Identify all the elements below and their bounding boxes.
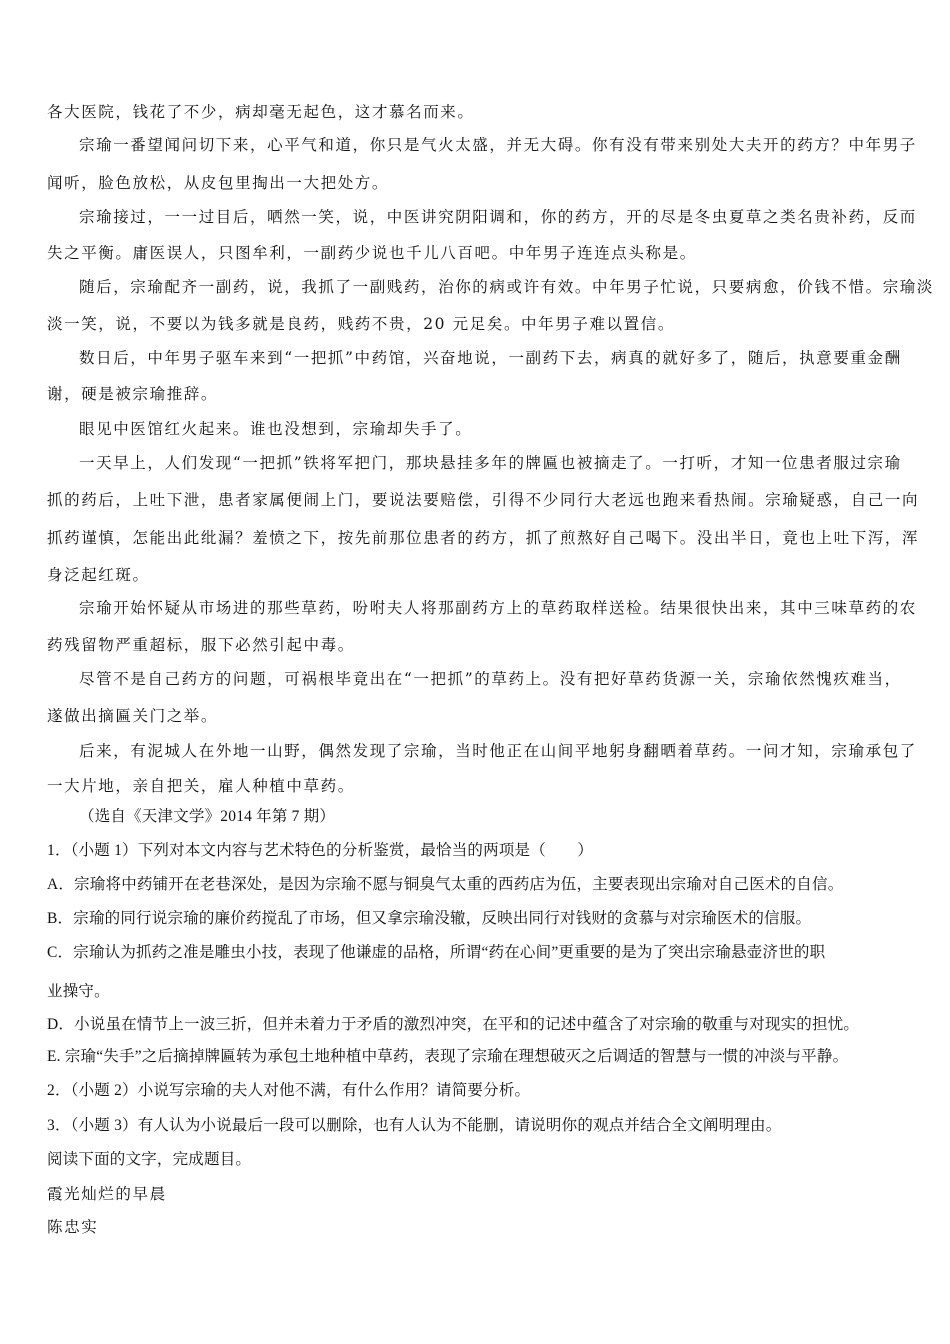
option-c-continued: 业操守。 — [47, 983, 110, 1000]
option-e: E. 宗瑜“失手”之后摘掉牌匾转为承包土地种植中草药，表现了宗瑜在理想破灭之后调适的智慧与一惯的冲淡与平静。 — [47, 1048, 849, 1065]
story-paragraph-line: 尽管不是自己药方的问题，可祸根毕竟出在“一把抓”的草药上。没有把好草药货源一关，宗瑜依然愧疚难当， — [79, 670, 902, 688]
source-citation: （选自《天津文学》2014 年第 7 期） — [79, 808, 336, 825]
story-paragraph-line: 后来，有泥城人在外地一山野，偶然发现了宗瑜，当时他正在山间平地躬身翻晒着草药。一问才知，宗瑜承包了 — [79, 742, 917, 760]
story-paragraph-line: 各大医院，钱花了不少，病却毫无起色，这才慕名而来。 — [47, 103, 475, 121]
article-title: 霞光灿烂的早晨 — [47, 1185, 167, 1203]
story-paragraph-line: 药残留物严重超标，服下必然引起中毒。 — [47, 636, 355, 654]
story-paragraph-line: 随后，宗瑜配齐一副药，说，我抓了一副贱药，治你的病或许有效。中年男子忙说，只要病愈，价钱不惜。宗瑜淡 — [79, 278, 935, 296]
question-1: 1．（小题 1）下列对本文内容与艺术特色的分析鉴赏，最恰当的两项是（ ） — [47, 842, 594, 859]
story-paragraph-line: 身泛起红斑。 — [47, 566, 150, 584]
story-paragraph-line: 闻听，脸色放松，从皮包里掏出一大把处方。 — [47, 174, 390, 192]
story-paragraph-line: 宗瑜一番望闻问切下来，心平气和道，你只是气火太盛，并无大碍。你有没有带来别处大夫开的药方？中年男子 — [79, 136, 917, 154]
story-paragraph-line: 数日后，中年男子驱车来到“一把抓”中药馆，兴奋地说，一副药下去，病真的就好多了，随后，执意要重金酬 — [79, 349, 902, 367]
story-paragraph-line: 抓的药后，上吐下泄，患者家属便闹上门，要说法要赔偿，引得不少同行大老远也跑来看热闹。宗瑜疑惑，自己一向 — [47, 491, 920, 509]
story-paragraph-line: 淡一笑，说，不要以为钱多就是良药，贱药不贵，20 元足矣。中年男子难以置信。 — [47, 315, 675, 333]
story-paragraph-line: 一大片地，亲自把关，雇人种植中草药。 — [47, 777, 355, 795]
question-3: 3．（小题 3）有人认为小说最后一段可以删除，也有人认为不能删，请说明你的观点并结合全文阐明理由。 — [47, 1117, 782, 1134]
story-paragraph-line: 一天早上，人们发现“一把抓”铁将军把门，那块悬挂多年的牌匾也被摘走了。一打听，才知一位患者服过宗瑜 — [79, 454, 902, 472]
option-b: B．宗瑜的同行说宗瑜的廉价药搅乱了市场，但又拿宗瑜没辙，反映出同行对钱财的贪慕与对宗瑜医术的信服。 — [47, 910, 812, 927]
story-paragraph-line: 谢，硬是被宗瑜推辞。 — [47, 385, 219, 403]
story-paragraph-line: 抓药谨慎，怎能出此纰漏？羞愤之下，按先前那位患者的药方，抓了煎熬好自己喝下。没出半日，竟也上吐下泻，浑 — [47, 529, 920, 547]
option-c: C．宗瑜认为抓药之准是雕虫小技，表现了他谦虚的品格，所谓“药在心间”更重要的是为了突出宗瑜悬壶济世的职 — [47, 944, 826, 961]
story-paragraph-line: 宗瑜开始怀疑从市场进的那些草药，吩咐夫人将那副药方上的草药取样送检。结果很快出来，其中三味草药的农 — [79, 599, 917, 617]
reading-instruction: 阅读下面的文字，完成题目。 — [47, 1151, 252, 1168]
option-d: D．小说虽在情节上一波三折，但并未着力于矛盾的激烈冲突，在平和的记述中蕴含了对宗瑜的敬重与对现实的担忧。 — [47, 1016, 860, 1033]
story-paragraph-line: 遂做出摘匾关门之举。 — [47, 707, 219, 725]
option-a: A．宗瑜将中药铺开在老巷深处，是因为宗瑜不愿与铜臭气太重的西药店为伍，主要表现出宗瑜对自己医术的自信。 — [47, 876, 844, 893]
story-paragraph-line: 眼见中医馆红火起来。谁也没想到，宗瑜却失手了。 — [79, 420, 473, 438]
story-paragraph-line: 宗瑜接过，一一过目后，哂然一笑，说，中医讲究阴阳调和，你的药方，开的尽是冬虫夏草之类名贵补药，反而 — [79, 208, 917, 226]
question-2: 2．（小题 2）小说写宗瑜的夫人对他不满，有什么作用？请简要分析。 — [47, 1082, 531, 1099]
article-author: 陈忠实 — [47, 1218, 99, 1236]
story-paragraph-line: 失之平衡。庸医误人，只图牟利，一副药少说也千儿八百吧。中年男子连连点头称是。 — [47, 244, 697, 262]
